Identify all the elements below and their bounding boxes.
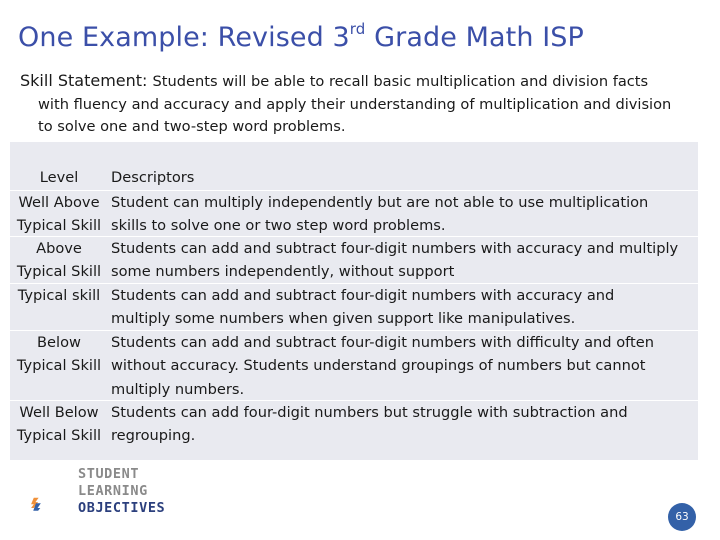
cell-text-line: Typical Skill <box>16 357 102 375</box>
cell-text-line: Level <box>39 169 79 186</box>
cell-text-line: skills to solve one or two step word problems. <box>111 217 446 235</box>
cell-text-line: regrouping. <box>111 427 196 445</box>
cell-text-line: Students can add four-digit numbers but struggle with subtraction and <box>111 404 628 421</box>
title-superscript: rd <box>349 20 366 38</box>
level-cell <box>10 401 108 448</box>
header-descriptors <box>111 166 701 189</box>
cell-text-line: Typical Skill <box>16 263 102 281</box>
skill-statement-label: Skill Statement: <box>20 71 153 90</box>
table-row <box>10 190 698 237</box>
cell-text-line: Well Below <box>19 404 99 421</box>
cell-text-line: Above <box>36 240 82 257</box>
cell-text-line: Typical skill <box>17 287 101 304</box>
slo-logo-icon <box>30 476 76 532</box>
logo-line-student: STUDENT <box>78 466 140 482</box>
table-row <box>10 330 698 401</box>
table-row <box>10 400 698 461</box>
cell-text-line: Below <box>37 334 81 351</box>
logo-line-objectives: OBJECTIVES <box>78 500 166 516</box>
cell-text-line: some numbers independently, without support <box>111 263 455 281</box>
skill-text-line-1: Students will be able to recall basic multiplication and division facts <box>152 73 649 90</box>
title-rest: Grade Math ISP <box>365 22 584 53</box>
header-level <box>10 166 108 189</box>
title-main: One Example: Revised 3 <box>18 22 350 53</box>
descriptor-cell <box>111 331 701 401</box>
slide-title <box>18 22 584 53</box>
skill-text-line-3: to solve one and two-step word problems. <box>38 118 346 135</box>
table-row <box>10 283 698 331</box>
cell-text-line: Students can add and subtract four-digit numbers with accuracy and <box>111 287 615 304</box>
descriptor-cell <box>111 401 701 448</box>
level-cell <box>10 284 108 307</box>
descriptor-table <box>10 142 698 460</box>
cell-text-line: Well Above <box>18 194 100 211</box>
descriptor-cell <box>111 237 701 284</box>
table-row <box>10 236 698 284</box>
level-cell <box>10 331 108 378</box>
cell-text-line: Descriptors <box>111 169 195 186</box>
cell-text-line: multiply numbers. <box>111 380 245 398</box>
descriptor-cell <box>111 191 701 238</box>
logo-line-learning: LEARNING <box>78 483 148 499</box>
skill-text-line-2: with fluency and accuracy and apply their understanding of multiplication and division <box>38 95 672 113</box>
cell-text-line: Student can multiply independently but are not able to use multiplication <box>111 194 649 211</box>
cell-text-line: Typical Skill <box>16 427 102 445</box>
cell-text-line: Students can add and subtract four-digit numbers with difficulty and often <box>111 334 654 351</box>
logo-wordmark <box>78 466 165 517</box>
cell-text-line: Students can add and subtract four-digit numbers with accuracy and multiply <box>111 240 679 257</box>
level-cell <box>10 191 108 238</box>
page-number-badge: 63 <box>668 503 696 531</box>
cell-text-line: multiply some numbers when given support like manipulatives. <box>111 310 576 328</box>
skill-statement <box>20 70 700 139</box>
cell-text-line: Typical Skill <box>16 217 102 235</box>
descriptor-cell <box>111 284 701 331</box>
skill-first-line <box>20 70 700 94</box>
cell-text-line: without accuracy. Students understand groupings of numbers but cannot <box>111 357 646 375</box>
level-cell <box>10 237 108 284</box>
table-header-row <box>10 166 698 190</box>
